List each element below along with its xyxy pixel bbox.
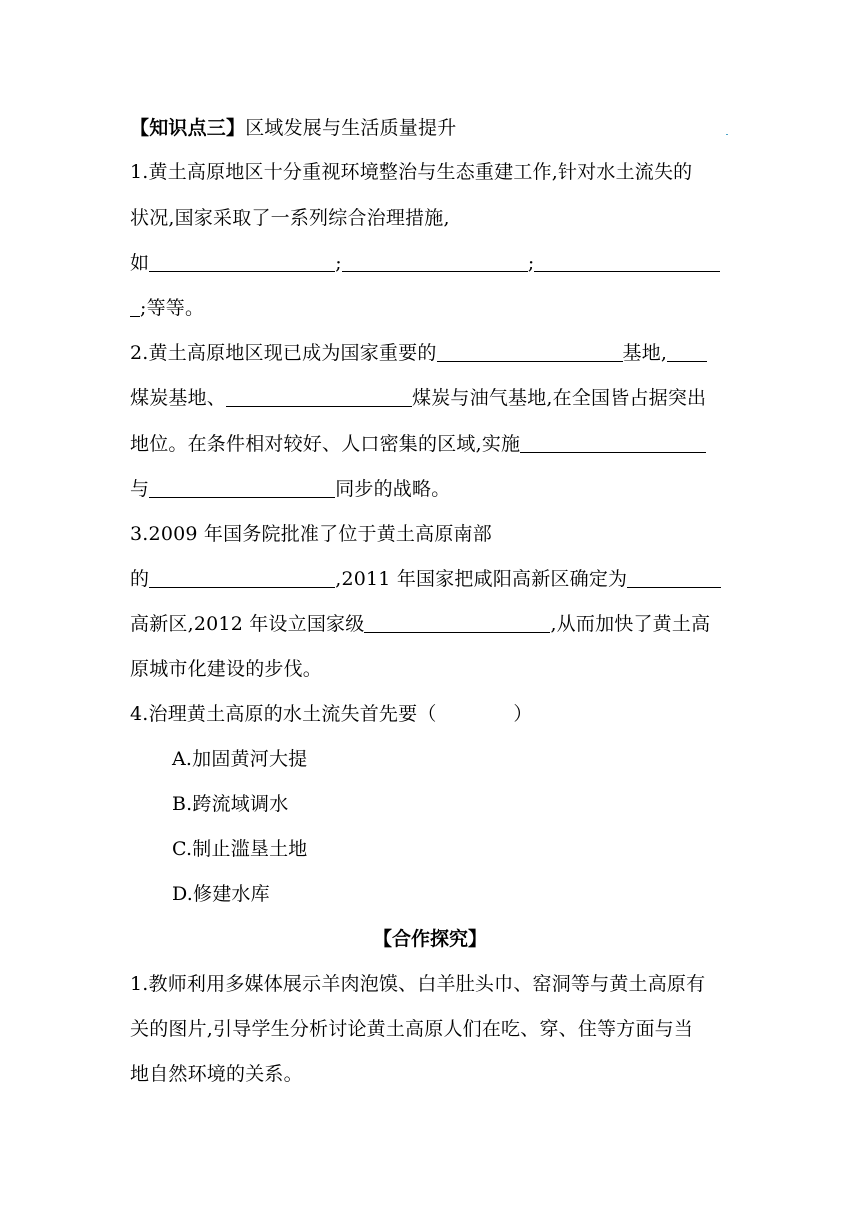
q3-line-3-suffix: ,从而加快了黄土高 [550, 613, 711, 635]
q1-suffix: ;等等。 [140, 297, 205, 319]
q3-line-2 [130, 567, 721, 591]
q3-line-3 [130, 612, 710, 636]
q2-line-2-suffix: 煤炭与油气基地,在全国皆占据突出 [412, 387, 707, 409]
q3-line-2-prefix: 的 [130, 568, 150, 590]
q2-blank-3[interactable] [226, 386, 412, 407]
section-heading-bracket: 【知识点三】 [130, 117, 246, 139]
q4-option-c[interactable]: C.制止滥垦土地 [172, 838, 308, 860]
q2-blank-4[interactable] [520, 432, 706, 453]
q2-line-1-prefix: 2.黄土高原地区现已成为国家重要的 [130, 342, 437, 364]
q3-line-3-prefix: 高新区,2012 年设立国家级 [130, 613, 365, 635]
q4-option-b[interactable]: B.跨流域调水 [172, 793, 289, 815]
q2-blank-2[interactable] [667, 341, 707, 362]
q4-option-a[interactable]: A.加固黄河大提 [172, 748, 308, 770]
q1-prefix: 如 [130, 252, 150, 274]
q1-line-2: 状况,国家采取了一系列综合治理措施, [130, 207, 450, 229]
q2-line-4-prefix: 与 [130, 478, 150, 500]
q1-blank-3-cont[interactable] [130, 296, 140, 317]
q2-line-2 [130, 386, 706, 410]
q2-line-3-prefix: 地位。在条件相对较好、人口密集的区域,实施 [130, 433, 521, 455]
stray-mark [726, 134, 728, 135]
q1-blank-2[interactable] [342, 251, 528, 272]
q2-line-3 [130, 432, 706, 456]
section-heading [130, 116, 456, 140]
q1-blank-3[interactable] [534, 251, 720, 272]
q1-line-3 [130, 251, 720, 275]
q2-line-4 [130, 477, 450, 501]
q2-line-1-mid: 基地, [622, 342, 668, 364]
q2-line-1 [130, 341, 707, 365]
q1-line-4 [130, 296, 204, 320]
q4-stem: 4.治理黄土高原的水土流失首先要（ ） [130, 703, 533, 725]
q3-line-4: 原城市化建设的步伐。 [130, 658, 323, 680]
q1-line-1: 1.黄土高原地区十分重视环境整治与生态重建工作,针对水土流失的 [130, 161, 693, 183]
q3-blank-2[interactable] [627, 567, 721, 588]
coop-heading: 【合作探究】 [372, 928, 487, 950]
q3-blank-3[interactable] [364, 612, 550, 633]
q2-blank-1[interactable] [437, 341, 623, 362]
coop-line-1: 1.教师利用多媒体展示羊肉泡馍、白羊肚头巾、窑洞等与黄土高原有 [130, 973, 706, 995]
q1-sep-2: ; [527, 252, 535, 274]
q3-blank-1[interactable] [149, 567, 335, 588]
coop-line-3: 地自然环境的关系。 [130, 1063, 303, 1085]
q2-blank-5[interactable] [149, 477, 335, 498]
section-heading-text: 区域发展与生活质量提升 [245, 117, 457, 139]
q2-line-2-prefix: 煤炭基地、 [130, 387, 227, 409]
q4-option-d[interactable]: D.修建水库 [172, 883, 270, 905]
coop-line-2: 关的图片,引导学生分析讨论黄土高原人们在吃、穿、住等方面与当 [130, 1018, 694, 1040]
q1-sep-1: ; [335, 252, 342, 274]
q2-line-4-suffix: 同步的战略。 [335, 478, 451, 500]
q3-line-1: 3.2009 年国务院批准了位于黄土高原南部 [130, 523, 492, 545]
q1-blank-1[interactable] [149, 251, 335, 272]
q3-line-2-mid: ,2011 年国家把咸阳高新区确定为 [335, 568, 628, 590]
